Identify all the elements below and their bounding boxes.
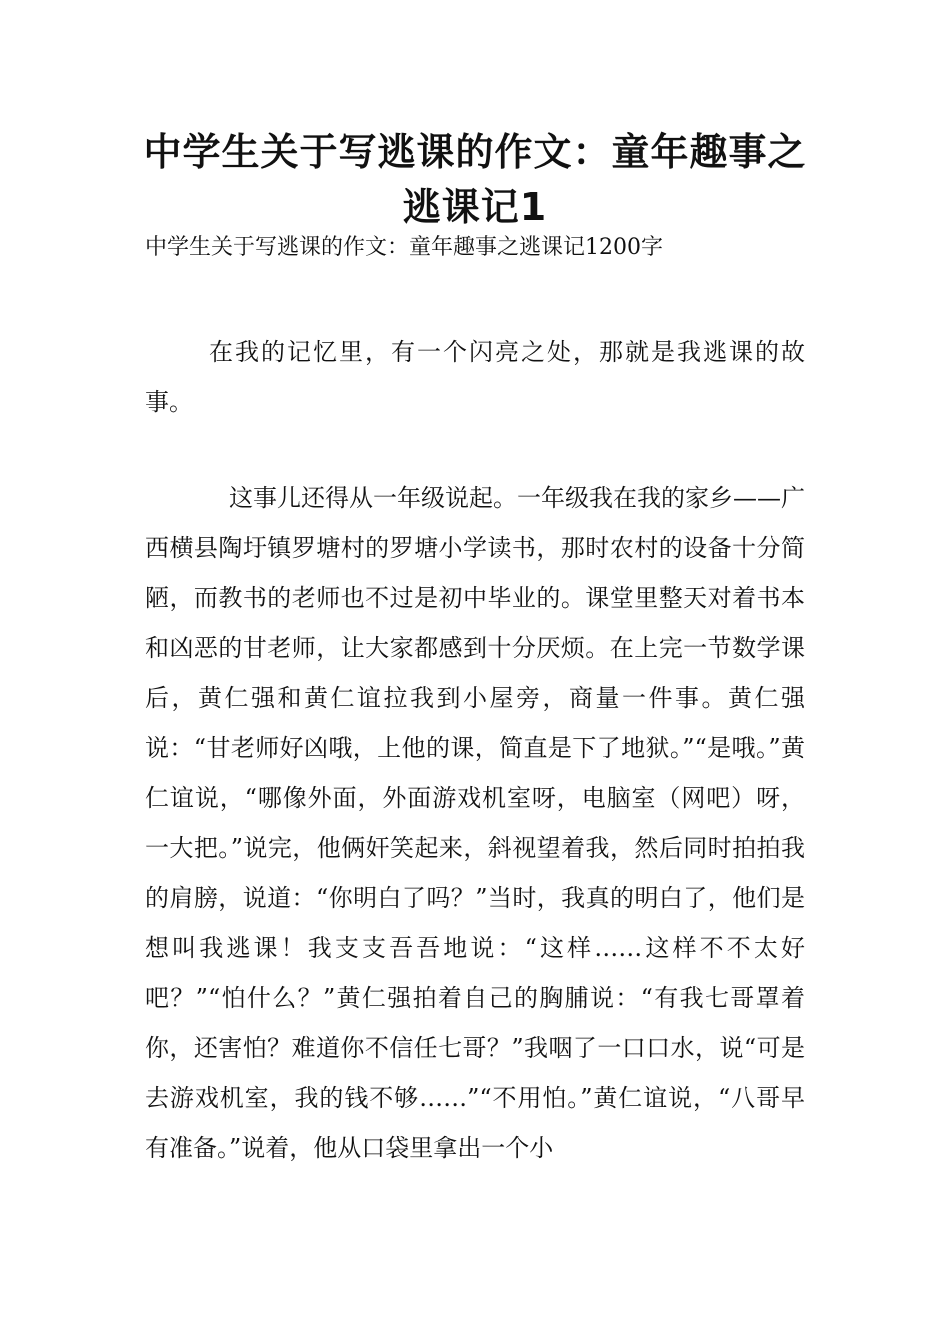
document-title: 中学生关于写逃课的作文：童年趣事之逃课记1: [143, 130, 807, 229]
document-subtitle: 中学生关于写逃课的作文：童年趣事之逃课记1200字: [145, 235, 663, 260]
paragraph-2: 这事儿还得从一年级说起。一年级我在我的家乡——广西横县陶圩镇罗塘村的罗塘小学读书，那时农村的设备十分简陋，而教书的老师也不过是初中毕业的。课堂里整天对着书本和凶恶的甘老师，让大家都感到十分厌烦。在上完一节数学课后，黄仁强和黄仁谊拉我到小屋旁，商量一件事。黄仁强说：“甘老师好凶哦，上他的课，简直是下了地狱。”“是哦。”黄仁谊说，“哪像外面，外面游戏机室呀，电脑室（网吧）呀，一大把。”说完，他俩奸笑起来，斜视望着我，然后同时拍拍我的肩膀，说道：“你明白了吗？”当时，我真的明白了，他们是想叫我逃课！我支支吾吾地说：“这样……这样不不太好吧？”“怕什么？”黄仁强拍着自己的胸脯说：“有我七哥罩着你，还害怕？难道你不信任七哥？”我咽了一口口水，说“可是去游戏机室，我的钱不够……”“不用怕。”黄仁谊说，“八哥早有准备。”说着，他从口袋里拿出一个小: [145, 484, 805, 1162]
paragraph-1: 在我的记忆里，有一个闪亮之处，那就是我逃课的故事。: [145, 338, 805, 416]
